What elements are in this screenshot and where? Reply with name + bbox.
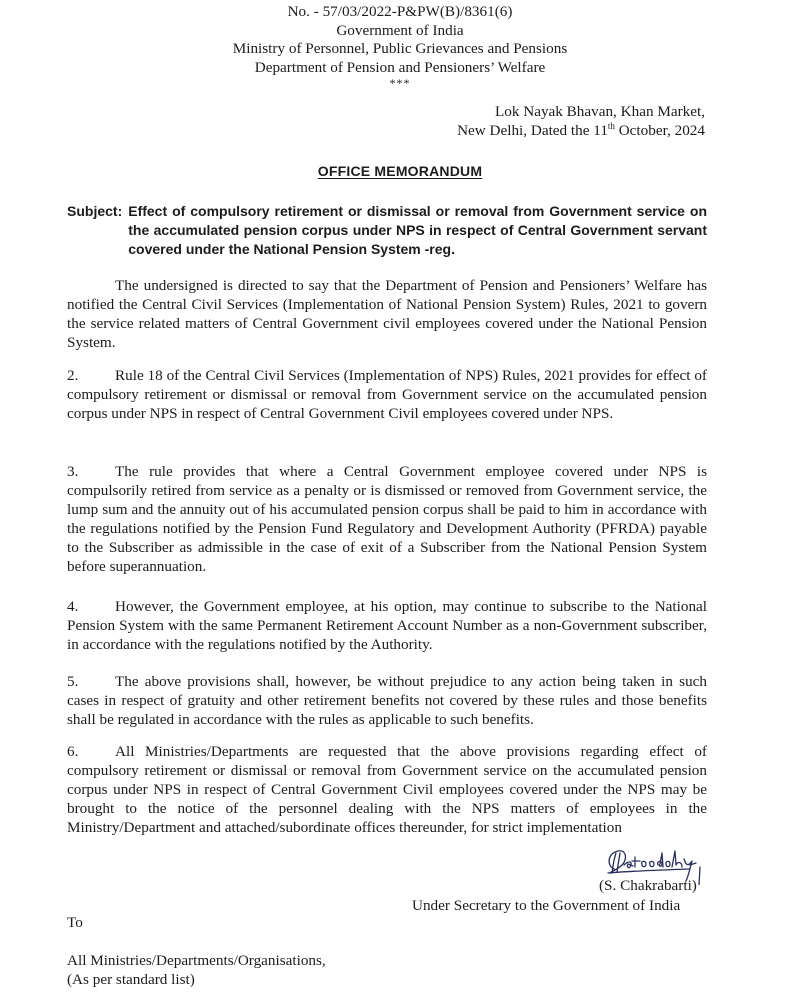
- date-prefix: New Delhi, Dated the 11: [457, 122, 608, 139]
- paragraph-text: The undersigned is directed to say that the Department of Pension and Pensioners’ Welfare has notified the Central Civil Services (Implementation of National Pension System) Rules, 2021 to govern the service related matters of Central Government civil employees covered under the National Pension System.: [67, 277, 707, 351]
- issue-date: [457, 121, 705, 140]
- paragraph-number: 6.: [67, 743, 79, 760]
- paragraph-3: [67, 462, 707, 576]
- subject-label: Subject:: [67, 203, 123, 219]
- letterhead: [200, 3, 600, 89]
- paragraph-text: The rule provides that where a Central Government employee covered under NPS is compulsorily retired from service as a penalty or is dismissed or removed from Government service, the lump sum and the annuity out of his accumulated pension corpus shall be paid to him in accordance with the regulations notified by the Pension Fund Regulatory and Development Authority (PFRDA) payable to the Subscriber as admissible in the case of exit of a Subscriber from the National Pension System before superannuation.: [67, 463, 707, 575]
- subject-text: Effect of compulsory retirement or dismissal or removal from Government service on the accumulated pension corpus under NPS in respect of Central Government servant covered under the National Pension System -reg.: [128, 203, 707, 257]
- to-label: To: [67, 914, 83, 931]
- department-name: Department of Pension and Pensioners’ Welfare: [254, 58, 546, 76]
- paragraph-1: [67, 276, 707, 352]
- separator: ***: [389, 76, 411, 90]
- paragraph-number: 4.: [67, 598, 79, 615]
- file-number: No. - 57/03/2022-P&PW(B)/8361(6): [287, 3, 513, 20]
- addressee-block: [67, 913, 326, 989]
- paragraph-text: However, the Government employee, at his option, may continue to subscribe to the National Pension System with the same Permanent Retirement Account Number as a non-Government subscriber, in accordance with the regulations notified by the Authority.: [67, 598, 707, 653]
- signatory-name: (S. Chakrabarti): [599, 877, 697, 894]
- signatory-designation: Under Secretary to the Government of India: [412, 897, 681, 914]
- paragraph-text: The above provisions shall, however, be without prejudice to any action being taken in such cases in respect of gratuity and other retirement benefits not covered by these rules and those benefits shall be regulated in accordance with the rules as applicable to such benefits.: [67, 673, 707, 728]
- subject-block: [67, 202, 707, 259]
- address-date-block: [457, 102, 705, 140]
- paragraph-text: All Ministries/Departments are requested that the above provisions regarding effect of compulsory retirement or dismissal or removal from Government service on the accumulated pension corpus under NPS in respect of Central Government Civil employees covered under the NPS may be brought to the notice of the personnel dealing with the NPS matters of employees in the Ministry/Department and attached/subordinate offices thereunder, for strict implementation: [67, 743, 707, 836]
- paragraph-number: 3.: [67, 463, 79, 480]
- government-name: Government of India: [336, 21, 464, 39]
- paragraph-text: Rule 18 of the Central Civil Services (Implementation of NPS) Rules, 2021 provides for effect of compulsory retirement or dismissal or removal from Government service on the accumulated pension corpus under NPS in respect of Central Government Civil employees covered under NPS.: [67, 367, 707, 422]
- paragraph-number: 2.: [67, 367, 79, 384]
- addressee-line-2: (As per standard list): [67, 971, 195, 988]
- paragraph-5: [67, 672, 707, 729]
- paragraph-4: [67, 597, 707, 654]
- ministry-name: Ministry of Personnel, Public Grievances and Pensions: [232, 40, 568, 57]
- title-text: OFFICE MEMORANDUM: [317, 163, 483, 179]
- date-suffix: October, 2024: [614, 122, 705, 139]
- paragraph-number: 5.: [67, 673, 79, 690]
- document-title: [0, 162, 800, 181]
- addressee-line-1: All Ministries/Departments/Organisations,: [67, 952, 326, 969]
- office-address: Lok Nayak Bhavan, Khan Market,: [494, 103, 705, 120]
- paragraph-6: [67, 742, 707, 837]
- date-ordinal: th: [607, 120, 615, 131]
- paragraph-2: [67, 366, 707, 423]
